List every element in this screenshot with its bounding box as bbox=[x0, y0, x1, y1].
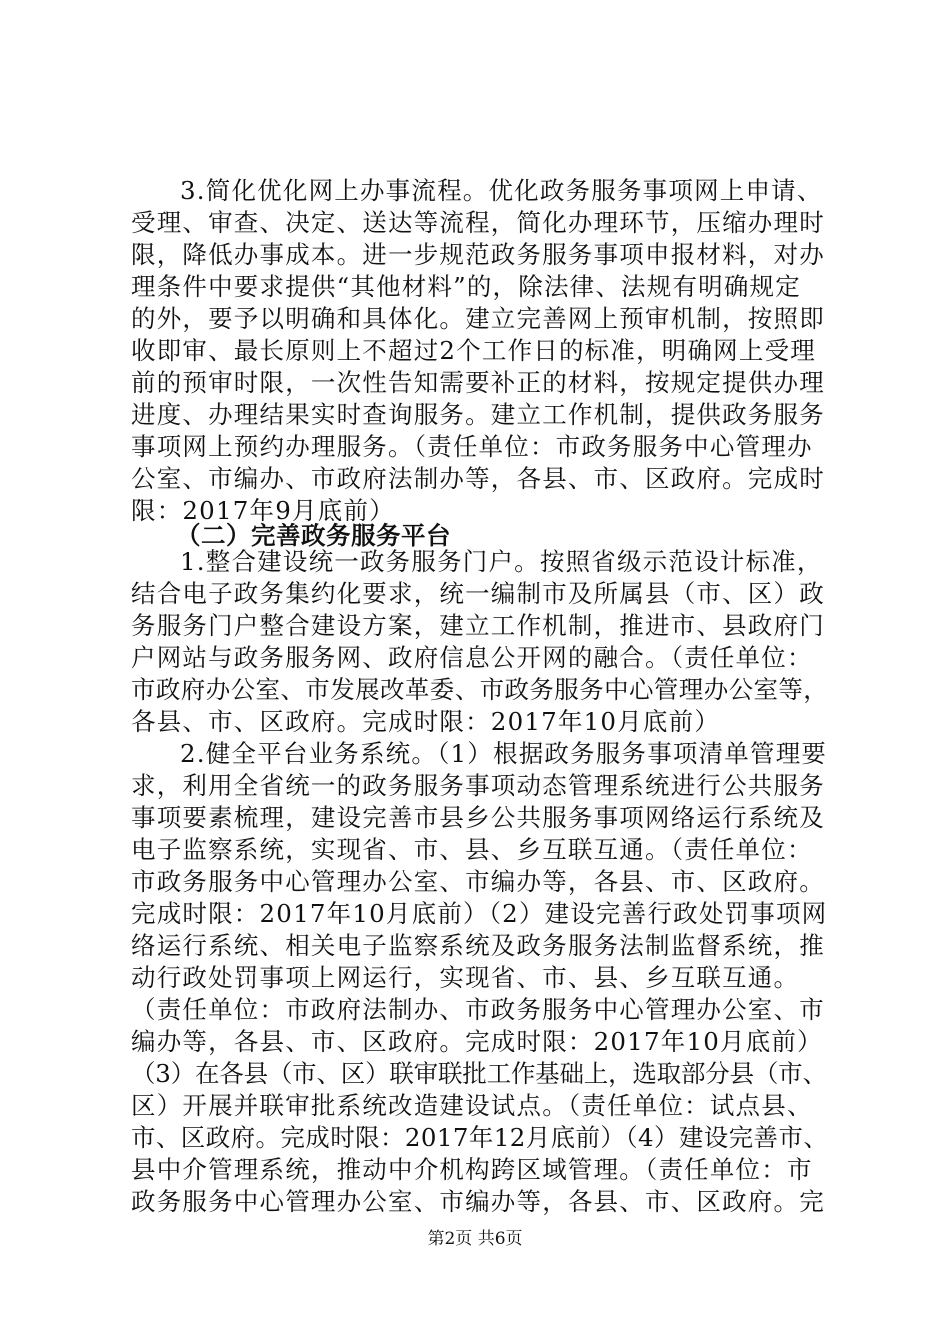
paragraph-line: 限：2017年9月底前） bbox=[131, 496, 395, 525]
paragraph-line: 受理、审查、决定、送达等流程，简化办理环节，压缩办理时 bbox=[131, 208, 825, 237]
paragraph-line: 县中介管理系统，推动中介机构跨区域管理。（责任单位：市 bbox=[131, 1155, 813, 1184]
paragraph-line: 2.健全平台业务系统。（1）根据政务服务事项清单管理要 bbox=[180, 739, 828, 768]
paragraph-line: 结合电子政务集约化要求，统一编制市及所属县（市、区）政 bbox=[131, 579, 825, 608]
paragraph-line: 编办等，各县、市、区政府。完成时限：2017年10月底前） bbox=[131, 1027, 823, 1056]
paragraph-line: 政务服务中心管理办公室、市编办等，各县、市、区政府。完 bbox=[131, 1187, 825, 1216]
paragraph-line: 络运行系统、相关电子监察系统及政务服务法制监督系统，推 bbox=[131, 931, 825, 960]
paragraph-line: 前的预审时限，一次性告知需要补正的材料，按规定提供办理 bbox=[131, 368, 825, 397]
paragraph-line: 事项要素梳理，建设完善市县乡公共服务事项网络运行系统及 bbox=[131, 803, 825, 832]
page-number-footer: 第2页 共6页 bbox=[427, 1229, 523, 1249]
paragraph-line: 电子监察系统，实现省、市、县、乡互联互通。（责任单位： bbox=[131, 835, 813, 864]
paragraph-line: 务服务门户整合建设方案，建立工作机制，推进市、县政府门 bbox=[131, 611, 825, 640]
paragraph-line: （责任单位：市政府法制办、市政务服务中心管理办公室、市 bbox=[131, 995, 825, 1024]
paragraph-line: 限，降低办事成本。进一步规范政务服务事项申报材料，对办 bbox=[131, 240, 825, 269]
section-heading: （二）完善政务服务平台 bbox=[176, 521, 451, 550]
paragraph-line: 理条件中要求提供“其他材料”的，除法律、法规有明确规定 bbox=[131, 272, 801, 301]
paragraph-line: 市政务服务中心管理办公室、市编办等，各县、市、区政府。 bbox=[131, 867, 825, 896]
paragraph-line: 户网站与政务服务网、政府信息公开网的融合。（责任单位： bbox=[131, 643, 813, 672]
paragraph-line: 各县、市、区政府。完成时限：2017年10月底前） bbox=[131, 707, 721, 736]
paragraph-line: 公室、市编办、市政府法制办等，各县、市、区政府。完成时 bbox=[131, 464, 825, 493]
paragraph-line: 进度、办理结果实时查询服务。建立工作机制，提供政务服务 bbox=[131, 400, 825, 429]
paragraph-line: 1.整合建设统一政务服务门户。按照省级示范设计标准， bbox=[180, 547, 823, 576]
paragraph-line: 3.简化优化网上办事流程。优化政务服务事项网上申请、 bbox=[180, 176, 823, 205]
paragraph-line: 求，利用全省统一的政务服务事项动态管理系统进行公共服务 bbox=[131, 771, 825, 800]
paragraph-line: 完成时限：2017年10月底前）（2）建设完善行政处罚事项网 bbox=[131, 899, 828, 928]
paragraph-line: 市政府办公室、市发展改革委、市政务服务中心管理办公室等， bbox=[131, 675, 829, 704]
paragraph-line: 事项网上预约办理服务。（责任单位：市政务服务中心管理办 bbox=[131, 432, 813, 461]
paragraph-line: 的外，要予以明确和具体化。建立完善网上预审机制，按照即 bbox=[131, 304, 825, 333]
paragraph-line: 区）开展并联审批系统改造建设试点。（责任单位：试点县、 bbox=[131, 1091, 813, 1120]
paragraph-line: 市、区政府。完成时限：2017年12月底前）（4）建设完善市、 bbox=[131, 1123, 829, 1152]
paragraph-line: 收即审、最长原则上不超过2个工作日的标准，明确网上受理 bbox=[131, 336, 816, 365]
paragraph-line: （3）在各县（市、区）联审联批工作基础上，选取部分县（市、 bbox=[131, 1059, 827, 1088]
paragraph-line: 动行政处罚事项上网运行，实现省、市、县、乡互联互通。 bbox=[131, 963, 800, 992]
